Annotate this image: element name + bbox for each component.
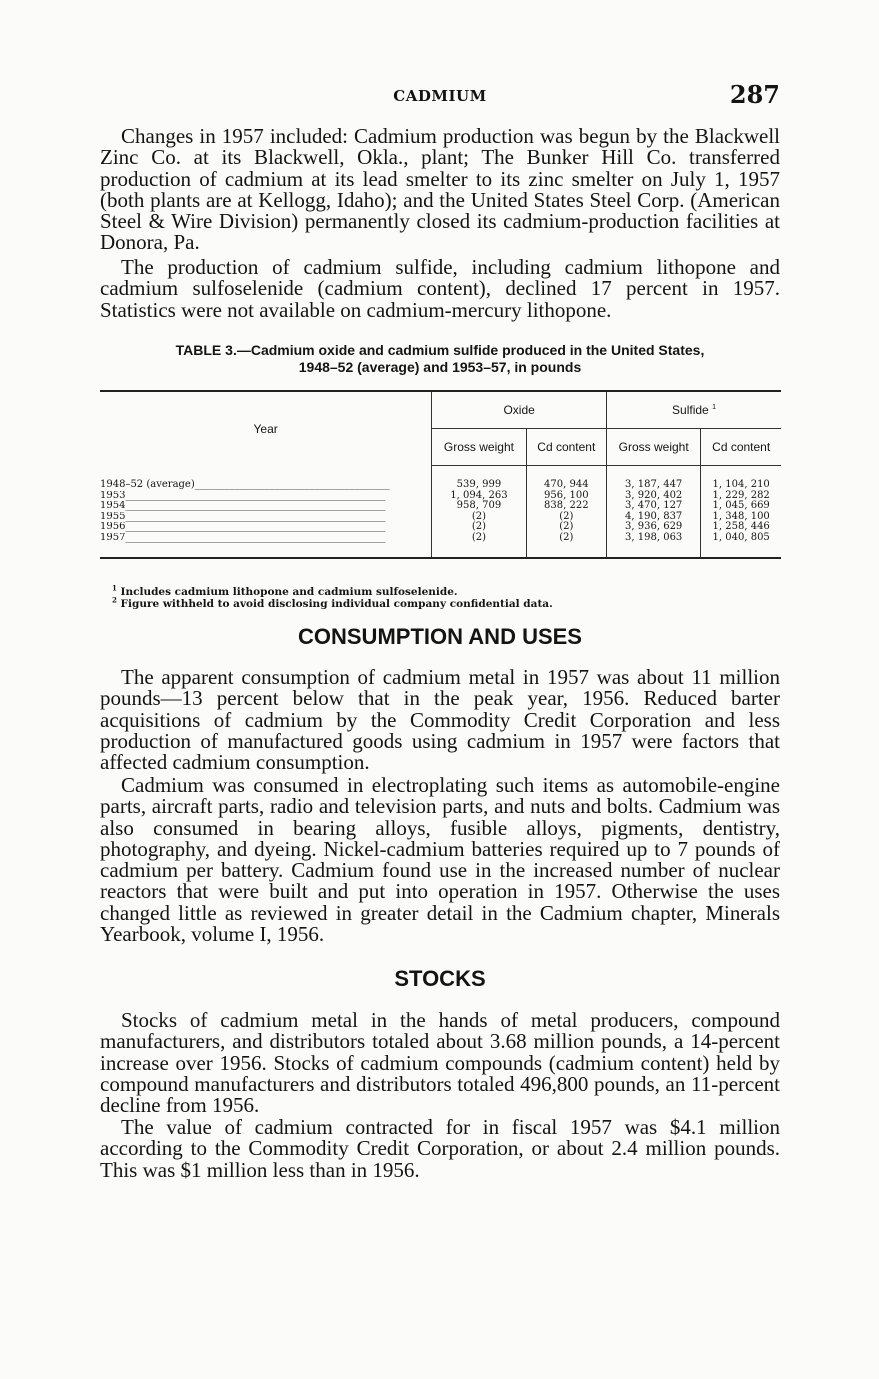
sulfide-gross-weight-header: Gross weight — [607, 429, 701, 466]
footnote-text: Figure withheld to avoid disclosing individual company confidential data. — [120, 598, 553, 610]
consumption-paragraph-1: The apparent consumption of cadmium metal in 1957 was about 11 million pounds—13 percent below that in the peak year, 1956. Reduced barter acquisitions of cadmium by the Commodity Credit Corporation and less production of manufactured goods using cadmium in 1957 were factors that affected cadmium consumption. — [100, 665, 780, 775]
oxide-gross-cell: 1, 094, 263 — [432, 491, 526, 502]
oxide-cd-cell: 838, 222 — [526, 501, 606, 512]
page-number: 287 — [729, 80, 780, 109]
oxide-cd-cell: (2) — [526, 522, 606, 533]
row-year-label: 1957 — [100, 532, 126, 543]
sulfide-cd-cell: 1, 104, 210 — [712, 479, 770, 491]
dot-leader: ____________________________________________________ — [125, 522, 386, 533]
footnote-mark: 1 — [112, 583, 117, 593]
row-year-label: 1954 — [100, 501, 126, 512]
sulfide-gross-cell: 3, 198, 063 — [607, 533, 701, 559]
oxide-gross-cell: 958, 709 — [432, 501, 526, 512]
sulfide-gross-cell: 3, 920, 402 — [607, 491, 701, 502]
sulfide-cd-cell: 1, 229, 282 — [712, 489, 770, 501]
dot-leader: ____________________________________________________ — [125, 511, 386, 522]
sulfide-gross-cell: 3, 187, 447 — [607, 466, 701, 491]
footnote-1 — [112, 583, 772, 598]
sulfide-gross-cell: 4, 190, 837 — [607, 512, 701, 523]
footnote-text: Includes cadmium lithopone and cadmium sulfoselenide. — [120, 586, 458, 598]
dot-leader: ____________________________________________________ — [125, 501, 386, 512]
oxide-group-header — [432, 391, 607, 429]
oxide-gross-cell: (2) — [432, 512, 526, 523]
sulfide-cd-cell: 1, 258, 446 — [712, 521, 770, 533]
row-year — [100, 533, 432, 559]
sulfide-cd-cell: 1, 040, 805 — [712, 531, 770, 543]
table-caption-line-2: 1948–52 (average) and 1953–57, in pounds — [298, 359, 582, 375]
footnote-2 — [112, 595, 772, 610]
row-year — [100, 491, 432, 502]
oxide-header-label: Oxide — [503, 403, 535, 417]
oxide-gross-cell: (2) — [432, 533, 526, 559]
sulfide-header-label: Sulfide — [672, 403, 709, 417]
oxide-gross-cell: 539, 999 — [432, 466, 526, 491]
sulfide-gross-cell: 3, 936, 629 — [607, 522, 701, 533]
row-year-label: 1953 — [100, 490, 126, 501]
oxide-cd-cell: (2) — [526, 512, 606, 523]
table-footnotes — [112, 583, 772, 610]
oxide-cd-cell: 956, 100 — [526, 491, 606, 502]
row-year-label: 1948–52 (average) — [100, 479, 195, 490]
row-year — [100, 512, 432, 523]
row-year — [100, 501, 432, 512]
sulfide-cd-content-header: Cd content — [701, 429, 781, 466]
sulfide-cd-cell: 1, 045, 669 — [712, 500, 770, 512]
sulfide-group-header — [607, 391, 782, 429]
oxide-gross-weight-header: Gross weight — [432, 429, 526, 466]
stocks-paragraph-2: The value of cadmium contracted for in fiscal 1957 was $4.1 million according to the Commodity Credit Corporation, or about 2.4 million pounds. This was $1 million less than in 1956. — [100, 1115, 780, 1182]
footnote-mark: 2 — [112, 595, 117, 605]
table-caption-line-1: TABLE 3.—Cadmium oxide and cadmium sulfide produced in the United States, — [175, 342, 705, 358]
table-row — [100, 501, 781, 512]
dot-leader: ____________________________________________________ — [125, 532, 386, 543]
table-row — [100, 522, 781, 533]
dot-leader: ____________________________________________________ — [125, 490, 386, 501]
row-year-label: 1955 — [100, 511, 126, 522]
intro-paragraph-2: The production of cadmium sulfide, including cadmium lithopone and cadmium sulfoselenide (cadmium content), declined 17 percent in 1957. Statistics were not available on cadmium-mercury lithopone. — [100, 255, 780, 322]
row-year — [100, 466, 432, 491]
oxide-cd-cell: (2) — [526, 533, 606, 559]
production-table — [100, 390, 781, 559]
sulfide-cd-cell: 1, 348, 100 — [712, 510, 770, 522]
sulfide-gross-cell: 3, 470, 127 — [607, 501, 701, 512]
consumption-heading: CONSUMPTION AND USES — [298, 624, 582, 649]
running-head — [100, 82, 780, 108]
stocks-paragraph-1: Stocks of cadmium metal in the hands of metal producers, compound manufacturers, and distributors totaled about 3.68 million pounds, a 14-percent increase over 1956. Stocks of cadmium compounds (cadmium content) held by compound manufacturers and distributors totaled 496,800 pounds, an 11-percent decline from 1956. — [100, 1008, 780, 1118]
row-year — [100, 522, 432, 533]
table-bottom-rule — [100, 558, 781, 559]
table-row — [100, 466, 781, 491]
intro-paragraph-1: Changes in 1957 included: Cadmium production was begun by the Blackwell Zinc Co. at its Blackwell, Okla., plant; The Bunker Hill Co. transferred production of cadmium at its lead smelter to its zinc smelter on July 1, 1957 (both plants are at Kellogg, Idaho); and the United States Steel Corp. (American Steel & Wire Division) permanently closed its cadmium-production facilities at Donora, Pa. — [100, 124, 780, 255]
table-caption — [100, 342, 780, 376]
oxide-cd-cell: 470, 944 — [526, 466, 606, 491]
consumption-paragraph-2: Cadmium was consumed in electroplating such items as automobile-engine parts, aircraft parts, radio and television parts, and nuts and bolts. Cadmium was also consumed in bearing alloys, fusible alloys, pigments, dentistry, photography, and dyeing. Nickel-cadmium batteries required up to 7 pounds of cadmium per battery. Cadmium found use in the increased number of nuclear reactors that were built and put into operation in 1957. Otherwise the uses changed little as reviewed in greater detail in the Cadmium chapter, Minerals Yearbook, volume I, 1956. — [100, 773, 780, 947]
stocks-heading: STOCKS — [394, 966, 486, 991]
year-column-header: Year — [100, 391, 432, 466]
oxide-cd-content-header: Cd content — [526, 429, 606, 466]
row-year-label: 1956 — [100, 522, 126, 533]
dot-leader: _______________________________________ — [194, 479, 390, 490]
running-title: CADMIUM — [393, 87, 487, 105]
production-table-wrapper — [100, 390, 781, 559]
sulfide-footnote-ref: 1 — [712, 404, 716, 411]
table-row — [100, 533, 781, 559]
oxide-gross-cell: (2) — [432, 522, 526, 533]
